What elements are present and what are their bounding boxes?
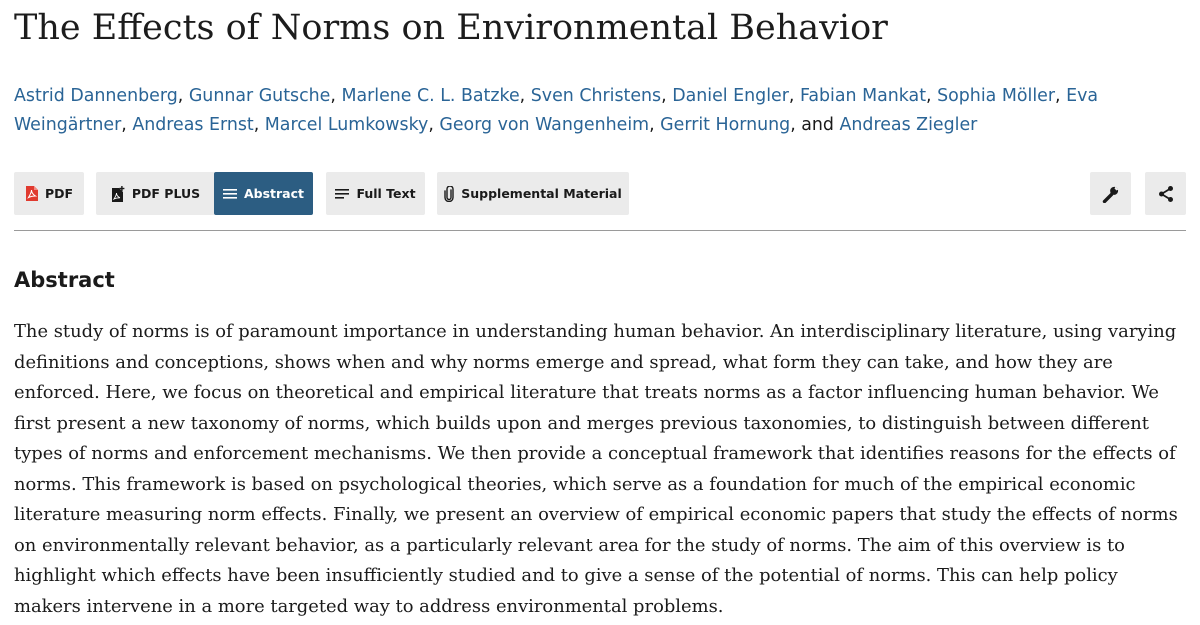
author-separator: , [788, 86, 800, 106]
author-link[interactable]: Marlene C. L. Batzke [341, 86, 520, 106]
full-text-label: Full Text [356, 186, 416, 201]
share-icon [1157, 185, 1175, 203]
pdf-label: PDF [44, 186, 74, 201]
lines-icon [223, 188, 237, 200]
pdf-button[interactable] [14, 172, 84, 215]
supplemental-label: Supplemental Material [461, 186, 622, 201]
author-link[interactable]: Gerrit Hornung [660, 115, 791, 135]
abstract-tab-label: Abstract [243, 186, 305, 201]
author-link[interactable]: Daniel Engler [672, 86, 789, 106]
wrench-icon [1102, 185, 1120, 203]
author-link[interactable]: Marcel Lumkowsky [264, 115, 429, 135]
pdf-icon [25, 186, 38, 201]
author-separator: , [428, 115, 440, 135]
author-link[interactable]: Andreas Ziegler [839, 115, 978, 135]
toolbar-divider [14, 230, 1186, 231]
author-link[interactable]: Eva Weingärtner [14, 86, 1099, 135]
author-list [14, 82, 1186, 140]
tools-button[interactable] [1090, 172, 1131, 215]
text-lines-icon [335, 188, 349, 200]
author-separator: , [1055, 86, 1067, 106]
pdf-plus-icon [111, 186, 125, 202]
author-link[interactable]: Sophia Möller [937, 86, 1056, 106]
supplemental-material-button[interactable] [437, 172, 629, 215]
pdf-plus-label: PDF PLUS [131, 186, 201, 201]
share-button[interactable] [1145, 172, 1186, 215]
author-separator: , [519, 86, 531, 106]
author-link[interactable]: Sven Christens [530, 86, 662, 106]
author-separator: , [177, 86, 189, 106]
pdf-plus-button[interactable] [96, 172, 215, 215]
author-link[interactable]: Gunnar Gutsche [188, 86, 331, 106]
author-link[interactable]: Andreas Ernst [132, 115, 254, 135]
author-conjunction: , and [790, 115, 840, 135]
page-title: The Effects of Norms on Environmental Behavior [14, 8, 888, 48]
author-link[interactable]: Astrid Dannenberg [14, 86, 178, 106]
author-link[interactable]: Georg von Wangenheim [439, 115, 650, 135]
tab-abstract[interactable] [214, 172, 313, 215]
author-separator: , [330, 86, 342, 106]
author-separator: , [253, 115, 265, 135]
author-separator: , [121, 115, 133, 135]
abstract-heading: Abstract [14, 268, 115, 292]
article-toolbar [14, 172, 1186, 215]
author-separator: , [661, 86, 673, 106]
author-separator: , [649, 115, 661, 135]
author-link[interactable]: Fabian Mankat [799, 86, 927, 106]
abstract-text: The study of norms is of paramount importance in understanding human behavior. An interdisciplinary literature, using varying definitions and conceptions, shows when and why norms emerge and spread, what form they can take, and how they are enforced. Here, we focus on theoretical and empirical literature that treats norms as a factor influencing human behavior. We first present a new taxonomy of norms, which builds upon and merges previous taxonomies, to distinguish between different types of norms and enforcement mechanisms. We then provide a conceptual framework that identifies reasons for the effects of norms. This framework is based on psychological theories, which serve as a foundation for much of the empirical economic literature measuring norm effects. Finally, we present an overview of empirical economic papers that study the effects of norms on environmentally relevant behavior, as a particularly relevant area for the study of norms. The aim of this overview is to highlight which effects have been insufficiently studied and to give a sense of the potential of norms. This can help policy makers intervene in a more targeted way to address environmental problems. [14, 321, 1178, 617]
tab-full-text[interactable] [326, 172, 425, 215]
author-separator: , [926, 86, 938, 106]
paperclip-icon [444, 186, 454, 202]
